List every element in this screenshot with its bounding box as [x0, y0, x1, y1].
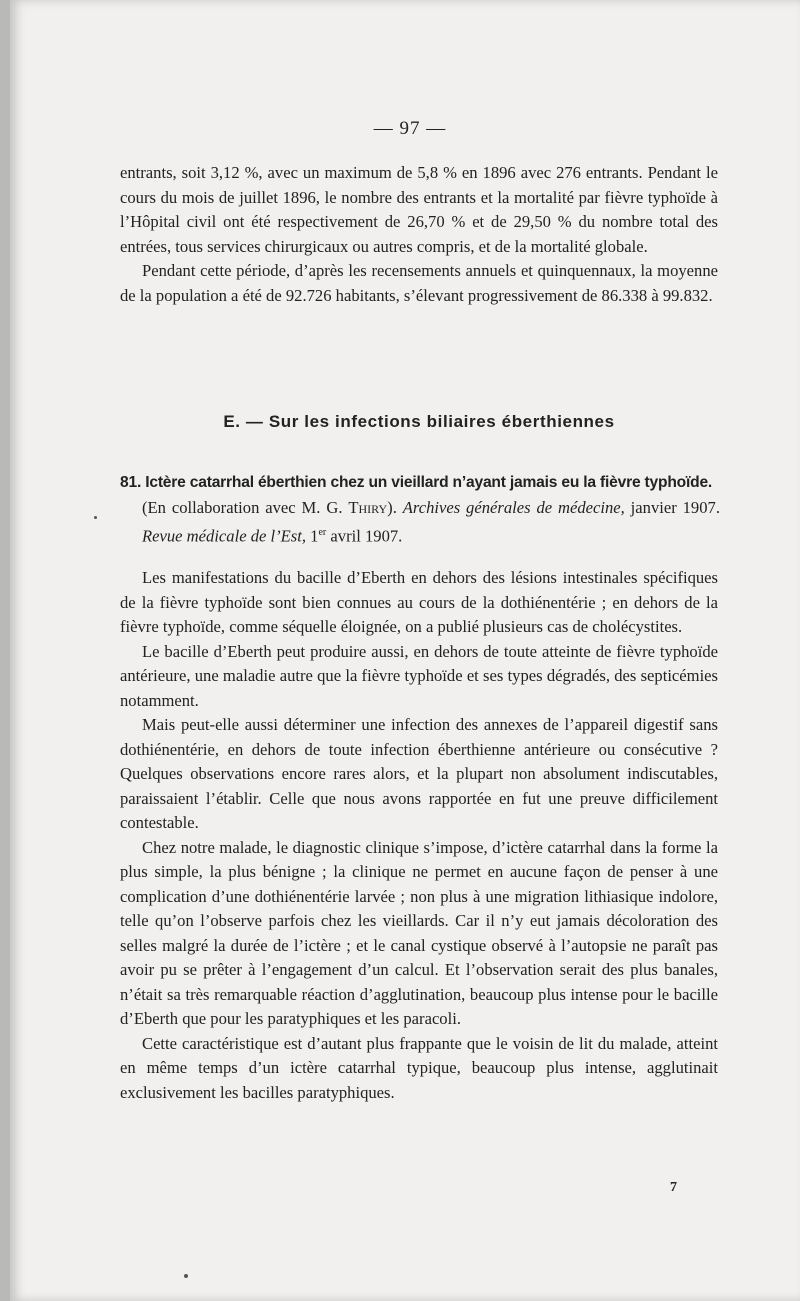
journal-2: Revue médicale de l’Est,	[142, 526, 307, 546]
body-paragraph-3: Mais peut-elle aussi déterminer une infection des annexes de l’appareil digestif sans dothiénentérie, en dehors de toute infection éberthienne antérieure ou consécutive ? Quelques observations encore rares alors, et la plupart non absolument indiscutables, paraissaient l’établir. Celle que nous avons rapportée en fut une preuve difficilement contestable.	[120, 715, 718, 832]
intro-text	[120, 161, 718, 308]
collab-suffix: ).	[387, 498, 403, 517]
entry-reference	[120, 495, 720, 549]
ink-speck	[94, 516, 97, 519]
body-paragraph-2: Le bacille d’Eberth peut produire aussi, en dehors de toute atteinte de fièvre typhoïde antérieure, une maladie autre que la fièvre typhoïde et ses types dégradés, des septicémies notamment.	[120, 641, 718, 710]
intro-paragraph-1: entrants, soit 3,12 %, avec un maximum de 5,8 % en 1896 avec 276 entrants. Pendant le cours du mois de juillet 1896, le nombre des entrants et la mortalité par fièvre typhoïde à l’Hôpital civil ont été respectivement de 26,70 % et de 29,50 % du nombre total des entrées, tous services chirurgicaux ou autres compris, et de la mortalité globale.	[120, 163, 718, 256]
ink-speck	[184, 1274, 188, 1278]
entry-title: 81. Ictère catarrhal éberthien chez un vieillard n’ayant jamais eu la fièvre typhoïde.	[120, 474, 713, 491]
date-1: janvier 1907.	[624, 498, 720, 517]
collab-prefix: (En collaboration avec M. G.	[142, 498, 349, 517]
body-paragraph-1: Les manifestations du bacille d’Eberth en dehors des lésions intestinales spécifiques de la fièvre typhoïde sont bien connues au cours de la dothiénentérie ; en dehors de la fièvre typhoïde, comme séquelle éloignée, on a publié plusieurs cas de cholécystites.	[120, 568, 718, 636]
body-paragraph-4: Chez notre malade, le diagnostic clinique s’impose, d’ictère catarrhal dans la forme la plus simple, la plus bénigne ; la clinique ne permet en aucune façon de penser à une complication d’une dothiénentérie larvée ; non plus à une migration lithiasique indolore, telle qu’on l’observe parfois chez les vieillards. Car il n’y eut jamais décoloration des selles malgré la durée de l’ictère ; et le canal cystique observé à l’autopsie ne paraît pas avoir pu se prêter à l’engagement d’un calcul. Et l’observation serait des plus banales, n’était sa très remarquable réaction d’agglutination, beaucoup plus intense pour le bacille d’Eberth que pour les paratyphiques et les paracoli.	[120, 837, 718, 1028]
body-text	[120, 566, 718, 1105]
body-paragraph-5: Cette caractéristique est d’autant plus frappante que le voisin de lit du malade, atteint en même temps d’un ictère catarrhal typique, beaucoup plus intense, agglutinait exclusivement les bacilles paratyphiques.	[120, 1033, 718, 1102]
collab-name: Thiry	[348, 498, 388, 517]
signature-mark: 7	[670, 1180, 677, 1195]
bibliography-entry	[120, 470, 720, 549]
date-2-rest: avril 1907.	[326, 526, 403, 546]
intro-paragraph-2: Pendant cette période, d’après les recensements annuels et quinquennaux, la moyenne de la population a été de 92.726 habitants, s’élevant progressivement de 86.338 à 99.832.	[120, 261, 718, 305]
section-heading: E. — Sur les infections biliaires éberthiennes	[223, 412, 615, 431]
document-page	[10, 0, 800, 1301]
journal-1: Archives générales de médecine,	[402, 498, 625, 517]
date-2-sup: er	[318, 527, 327, 538]
page-number: — 97 —	[373, 118, 447, 139]
date-2-day: 1	[306, 526, 319, 546]
